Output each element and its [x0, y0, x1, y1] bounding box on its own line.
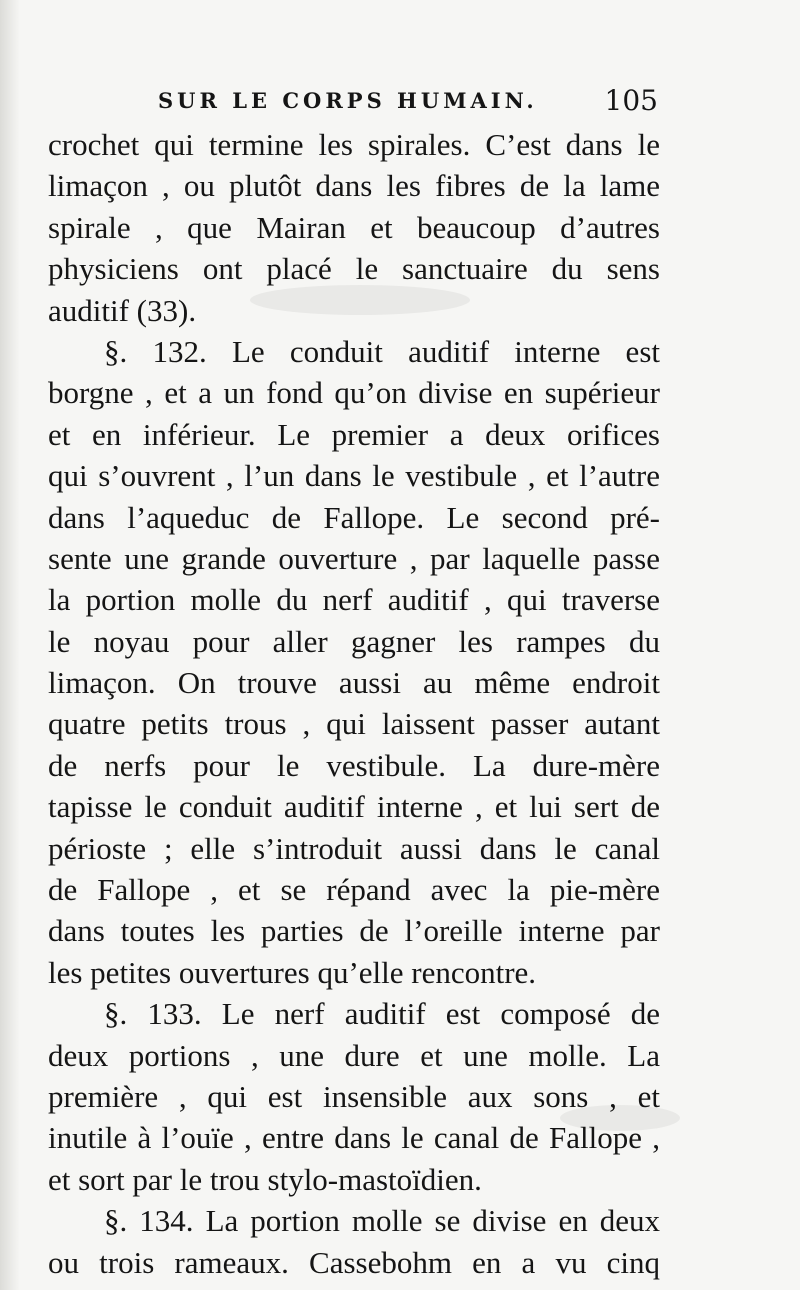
text-line: tapisse le conduit auditif interne , et lui sert de	[48, 789, 660, 825]
text-line: périoste ; elle s’introduit aussi dans le canal	[48, 830, 660, 866]
section-134-start: §. 134. La portion molle se divise en deux	[104, 1203, 660, 1239]
running-title: SUR LE CORPS HUMAIN.	[158, 88, 538, 113]
text-line: ou trois rameaux. Cassebohm en a vu cinq	[48, 1244, 660, 1280]
page-number: 105	[604, 84, 658, 117]
page-edge-shadow	[0, 0, 20, 1290]
text-line: quatre petits trous , qui laissent passer autant	[48, 706, 660, 742]
text-line: borgne , et a un fond qu’on divise en supérieur	[48, 375, 660, 411]
text-line: spirale , que Mairan et beaucoup d’autres	[48, 209, 660, 245]
text-line: qui s’ouvrent , l’un dans le vestibule , et l’autre	[48, 458, 660, 494]
text-line: le noyau pour aller gagner les rampes du	[48, 623, 660, 659]
text-line: dans l’aqueduc de Fallope. Le second pré-	[48, 499, 660, 535]
text-line: et sort par le trou stylo-mastoïdien.	[48, 1161, 482, 1197]
text-line: limaçon. On trouve aussi au même endroit	[48, 665, 660, 701]
section-132-start: §. 132. Le conduit auditif interne est	[104, 333, 660, 369]
paper-smudge	[560, 1105, 680, 1131]
text-line: les petites ouvertures qu’elle rencontre.	[48, 954, 537, 990]
text-line: et en inférieur. Le premier a deux orifices	[48, 416, 660, 452]
text-line: crochet qui termine les spirales. C’est dans le	[48, 127, 660, 162]
text-line: auditif (33).	[48, 292, 197, 328]
text-line: limaçon , ou plutôt dans les fibres de la lame	[48, 168, 660, 204]
text-line: de Fallope , et se répand avec la pie-mère	[48, 872, 660, 908]
text-line: sente une grande ouverture , par laquelle passe	[48, 540, 660, 576]
section-133-start: §. 133. Le nerf auditif est composé de	[104, 996, 660, 1032]
page-header	[158, 84, 658, 120]
text-line: première , qui est insensible aux sons , et	[48, 1078, 660, 1114]
text-line: dans toutes les parties de l’oreille interne par	[48, 913, 660, 949]
text-line: inutile à l’ouïe , entre dans le canal de Fallope ,	[48, 1120, 660, 1156]
text-line: physiciens ont placé le sanctuaire du sens	[48, 251, 660, 287]
text-line: de nerfs pour le vestibule. La dure-mère	[48, 747, 660, 783]
text-line: la portion molle du nerf auditif , qui traverse	[48, 582, 660, 618]
text-line: deux portions , une dure et une molle. La	[48, 1037, 660, 1073]
paper-smudge	[250, 285, 470, 315]
